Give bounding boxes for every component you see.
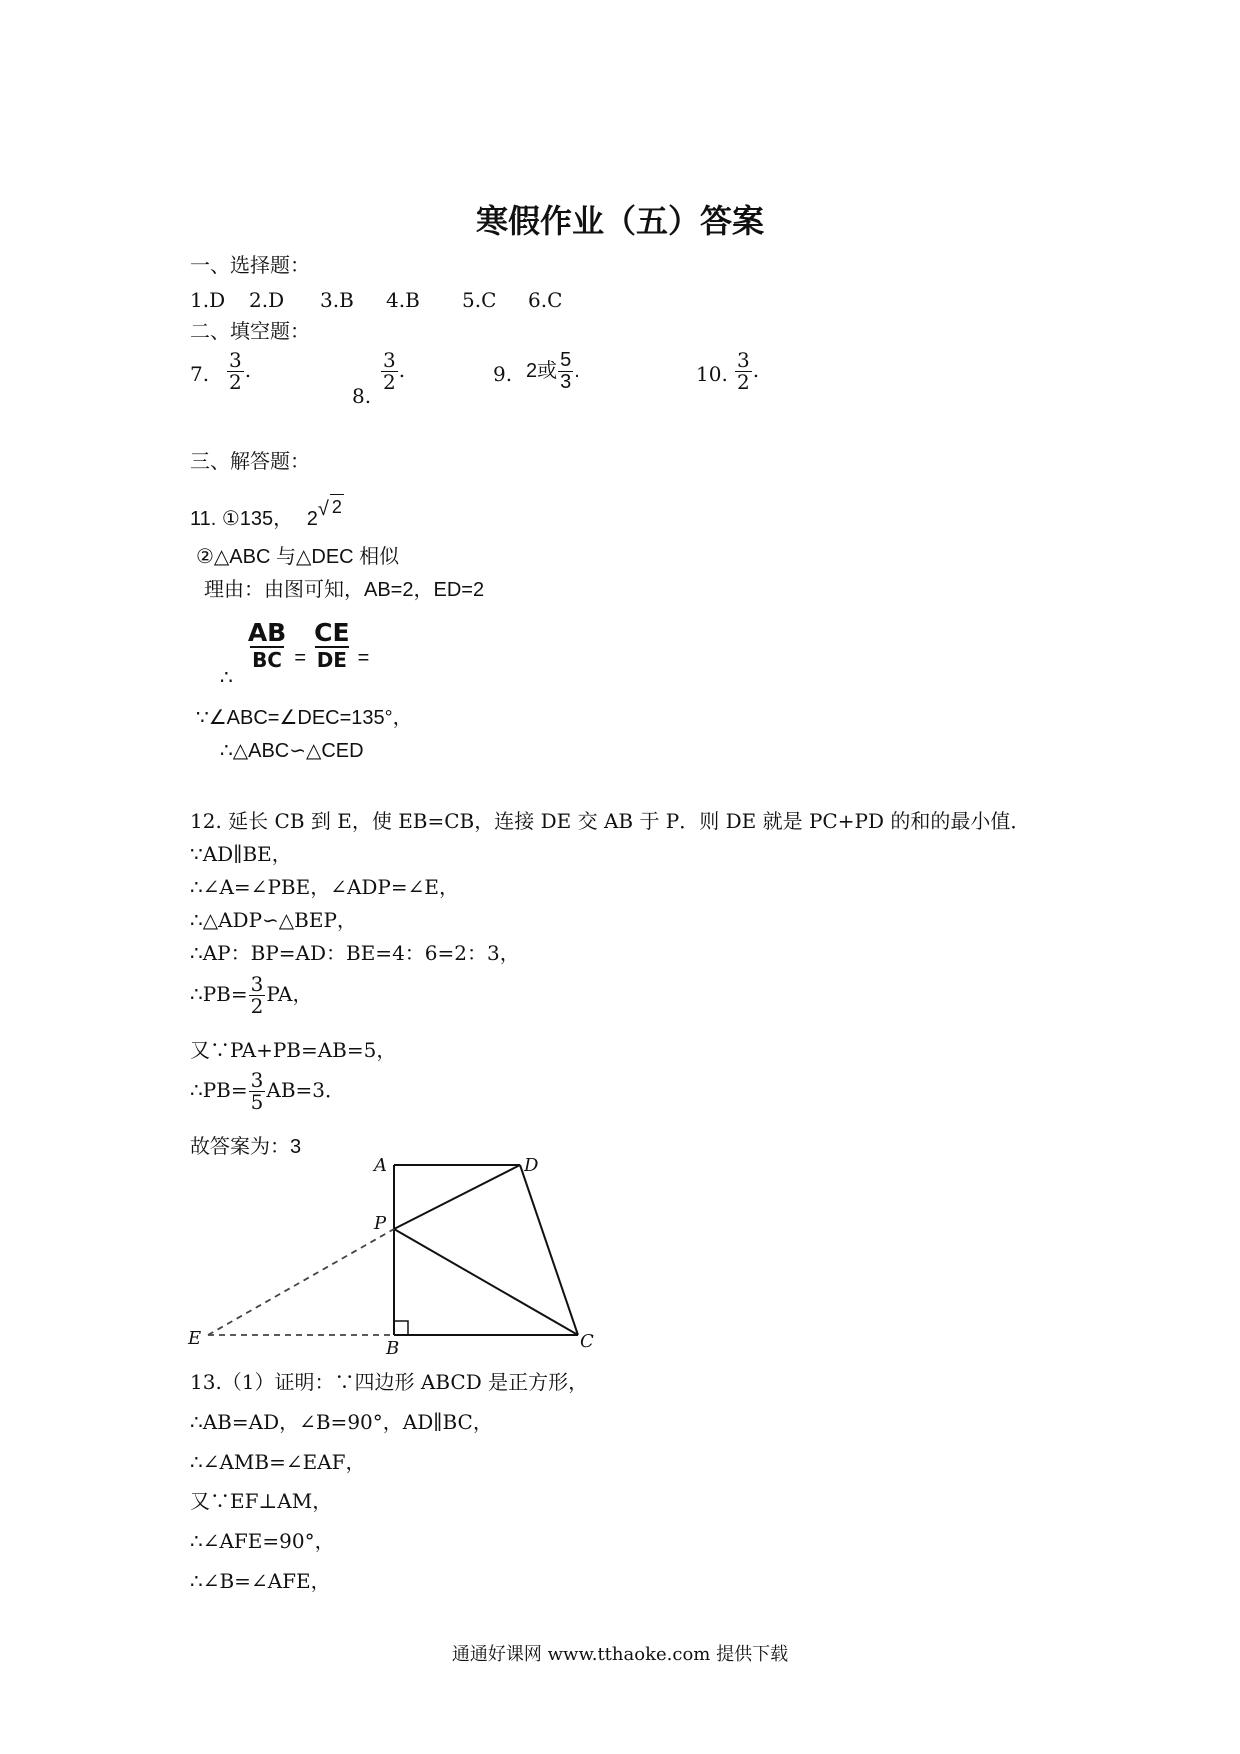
point-label-a: A <box>374 1155 387 1176</box>
fraction-denominator: 2 <box>383 370 396 394</box>
q11-part1-prefix: 11. ①135， <box>190 508 294 530</box>
q11-line-6: ∴△ABC∽△CED <box>220 740 364 762</box>
q11-line-2: ②△ABC 与△DEC 相似 <box>196 546 400 568</box>
q12-line-3: ∴∠A=∠PBE，∠ADP=∠E， <box>190 875 460 899</box>
answer-prefix: 2或 <box>526 359 558 382</box>
fraction-denominator: 3 <box>560 371 572 393</box>
q11-line-5: ∵∠ABC=∠DEC=135°， <box>196 707 413 729</box>
fraction-numerator: 3 <box>229 348 242 372</box>
fraction-numerator: 3 <box>737 348 750 372</box>
period: . <box>752 358 760 382</box>
fraction-numerator: 3 <box>250 1068 264 1092</box>
q13-line-4: 又∵EF⊥AM， <box>190 1489 333 1513</box>
line-suffix: AB=3． <box>266 1078 345 1102</box>
section-heading-solve: 三、解答题： <box>190 451 310 473</box>
q11-ratio-line <box>220 618 370 690</box>
page-title: 寒假作业（五）答案 <box>475 202 764 240</box>
fraction-denominator: DE <box>316 648 347 673</box>
choice-answer-2: 2.D <box>249 288 285 312</box>
ratio-fraction-ab-bc <box>246 620 288 671</box>
ratio-fraction-ce-de <box>312 620 351 671</box>
q12-geometry-figure <box>180 1155 620 1355</box>
point-label-e: E <box>188 1328 202 1349</box>
fill-answer-9-label: 9. <box>493 362 513 386</box>
fraction-denominator: BC <box>252 648 282 673</box>
fraction-numerator: AB <box>247 618 287 647</box>
fraction-numerator: 3 <box>383 348 396 372</box>
fill-answer-7-label: 7. <box>190 362 210 386</box>
q13-line-5: ∴∠AFE=90°， <box>190 1529 335 1553</box>
q12-line-9: 故答案为：3 <box>190 1136 302 1158</box>
therefore-symbol: ∴ <box>220 667 233 690</box>
segment-dc <box>520 1165 578 1335</box>
equals-sign: = <box>294 647 307 670</box>
fraction-numerator: 3 <box>250 972 264 996</box>
q13-line-2: ∴AB=AD，∠B=90°，AD∥BC， <box>190 1410 493 1434</box>
q12-line-4: ∴△ADP∽△BEP， <box>190 908 357 932</box>
line-prefix: ∴PB= <box>190 982 248 1006</box>
q12-line-8 <box>190 1070 345 1113</box>
segment-pd <box>394 1165 520 1229</box>
point-label-d: D <box>524 1155 539 1176</box>
point-label-p: P <box>374 1213 387 1234</box>
fraction-denominator: 2 <box>229 370 242 394</box>
fraction-numerator: 5 <box>560 349 572 371</box>
fill-answer-10 <box>734 350 759 393</box>
section-heading-choice: 一、选择题： <box>190 255 310 277</box>
choice-answer-6: 6.C <box>528 288 563 312</box>
line-prefix: ∴PB= <box>190 1078 248 1102</box>
sqrt-coefficient: 2 <box>306 508 318 530</box>
q13-line-3: ∴∠AMB=∠EAF， <box>190 1450 366 1474</box>
equals-sign: = <box>357 647 370 670</box>
section-heading-fill: 二、填空题： <box>190 321 310 343</box>
q12-line-1: 12. 延长 CB 到 E，使 EB=CB，连接 DE 交 AB 于 P．则 DE 就是 PC+PD 的和的最小值． <box>190 809 1031 833</box>
point-label-c: C <box>580 1331 594 1352</box>
fill-answer-10-label: 10. <box>696 362 728 386</box>
period: . <box>244 358 252 382</box>
segment-ep-dashed <box>208 1229 394 1335</box>
choice-answer-1: 1.D <box>190 288 226 312</box>
fill-answer-8 <box>380 350 405 393</box>
fill-answer-9 <box>526 350 580 393</box>
q12-line-7: 又∵PA+PB=AB=5， <box>190 1038 397 1062</box>
right-angle-mark-icon <box>394 1321 408 1335</box>
fill-answer-8-label: 8. <box>352 384 372 408</box>
q11-line-1 <box>190 497 344 531</box>
point-label-b: B <box>386 1338 400 1355</box>
q12-line-5: ∴AP：BP=AD：BE=4：6=2：3， <box>190 941 520 965</box>
fraction-denominator: 5 <box>250 1090 264 1114</box>
fraction-denominator: 2 <box>250 994 264 1018</box>
choice-answer-5: 5.C <box>462 288 497 312</box>
q11-sqrt-expression: 2√ 2 <box>307 508 344 530</box>
choice-answer-3: 3.B <box>320 288 354 312</box>
line-suffix: PA， <box>266 982 313 1006</box>
q11-line-3: 理由：由图可知，AB=2，ED=2 <box>204 579 485 601</box>
page-footer: 通通好课网 www.tthaoke.com 提供下载 <box>451 1644 789 1665</box>
period: . <box>574 359 580 382</box>
q13-line-6: ∴∠B=∠AFE， <box>190 1569 331 1593</box>
period: . <box>398 358 406 382</box>
choice-answer-4: 4.B <box>386 288 420 312</box>
q12-line-6 <box>190 974 312 1017</box>
segment-pc <box>394 1229 578 1335</box>
fraction-denominator: 2 <box>737 370 750 394</box>
q13-line-1: 13.（1）证明：∵四边形 ABCD 是正方形， <box>190 1370 589 1394</box>
fill-answer-7 <box>226 350 251 393</box>
fraction-numerator: CE <box>314 618 350 647</box>
q12-line-2: ∵AD∥BE， <box>190 842 292 866</box>
sqrt-radicand: 2 <box>330 494 344 519</box>
